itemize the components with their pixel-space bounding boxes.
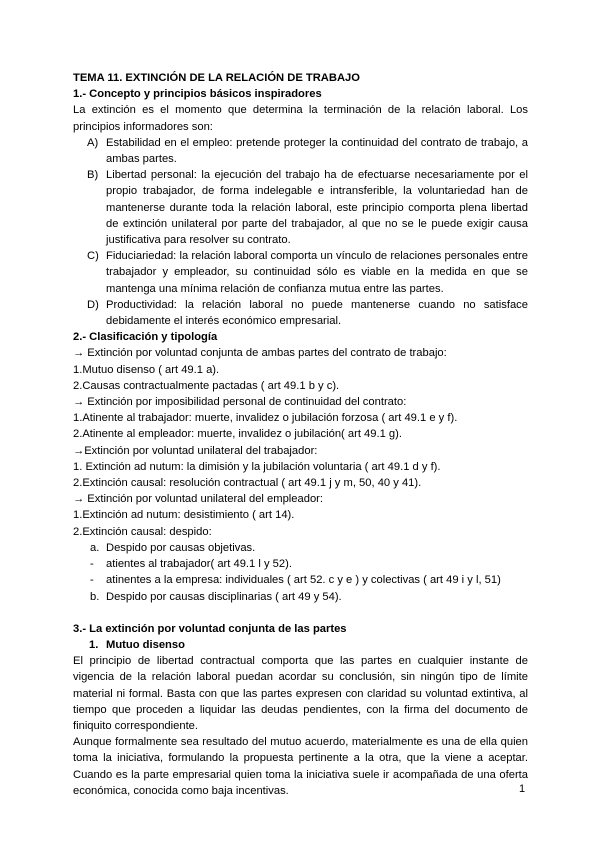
principle-item bbox=[73, 167, 528, 248]
section-gap bbox=[73, 605, 528, 621]
classification-line: 2.Extinción causal: resolución contractual ( art 49.1 j y m, 50, 40 y 41). bbox=[73, 477, 422, 490]
section-3-paragraph: Aunque formalmente sea resultado del mutuo acuerdo, materialmente es una de ella quien toma la iniciativa, formulando la propuesta pertinente a la otra, que la viene a aceptar. Cuando es la parte empresarial quien toma la iniciativa suele ir acompañada de una oferta económica, conocida como baja incentivas. bbox=[73, 736, 528, 797]
subitem-text: atientes al trabajador( art 49.1 l y 52). bbox=[106, 558, 292, 571]
principle-item bbox=[73, 135, 528, 167]
item-marker: A) bbox=[87, 136, 99, 149]
classification-line: 1. Extinción ad nutum: la dimisión y la jubilación voluntaria ( art 49.1 d y f). bbox=[73, 460, 441, 473]
document-title: TEMA 11. EXTINCIÓN DE LA RELACIÓN DE TRABAJO bbox=[73, 72, 360, 84]
subitem-text: atinentes a la empresa: individuales ( art 52. c y e ) y colectivas ( art 49 i y l, 51) bbox=[106, 574, 501, 587]
item-marker: D) bbox=[87, 298, 99, 311]
section-3-heading: 3.- La extinción por voluntad conjunta de las partes bbox=[73, 622, 347, 635]
classification-line: 1.Atinente al trabajador: muerte, invalidez o jubilación forzosa ( art 49.1 e y f). bbox=[73, 412, 458, 425]
section-3-paragraph: El principio de libertad contractual comporta que las partes en cualquier instante de vigencia de la relación laboral puedan acordar su conclusión, sin ningún tipo de límite material ni formal. Basta con que las partes expresen con claridad su voluntad extintiva, al tiempo que proceden a liquidar las deudas pendientes, con la firma del documento de finiquito correspondiente. bbox=[73, 655, 528, 732]
subitem-marker: a. bbox=[90, 541, 100, 554]
item-marker: B) bbox=[87, 169, 99, 182]
item-marker: C) bbox=[87, 250, 99, 263]
subsection-marker: 1. bbox=[89, 638, 99, 651]
classification-line: → Extinción por voluntad unilateral del empleador: bbox=[73, 493, 323, 506]
classification-line: 1.Extinción ad nutum: desistimiento ( art 14). bbox=[73, 509, 295, 522]
section-1-intro: La extinción es el momento que determina la terminación de la relación laboral. Los principios informadores son: bbox=[73, 104, 528, 133]
subsection-title: Mutuo disenso bbox=[106, 638, 185, 651]
subitem-marker: b. bbox=[90, 590, 100, 603]
item-text: Estabilidad en el empleo: pretende proteger la continuidad del contrato de trabajo, a ambas partes. bbox=[106, 136, 528, 166]
dismissal-subitem bbox=[73, 556, 528, 572]
principle-item bbox=[73, 248, 528, 297]
subitem-marker: - bbox=[90, 558, 94, 571]
dismissal-subitem bbox=[73, 589, 528, 605]
dismissal-subitem bbox=[73, 540, 528, 556]
subitem-marker: - bbox=[90, 574, 94, 587]
classification-line: 2.Causas contractualmente pactadas ( art 49.1 b y c). bbox=[73, 379, 340, 392]
classification-line: → Extinción por imposibilidad personal de continuidad del contrato: bbox=[73, 396, 407, 409]
dismissal-subitem bbox=[73, 572, 528, 588]
principle-item bbox=[73, 297, 528, 329]
classification-line: → Extinción por voluntad conjunta de ambas partes del contrato de trabajo: bbox=[73, 347, 447, 360]
section-2-heading: 2.- Clasificación y tipología bbox=[73, 331, 218, 344]
subitem-text: Despido por causas objetivas. bbox=[106, 541, 256, 554]
subitem-text: Despido por causas disciplinarias ( art 49 y 54). bbox=[106, 590, 342, 603]
classification-line: 2.Atinente al empleador: muerte, invalidez o jubilación( art 49.1 g). bbox=[73, 428, 402, 441]
section-1-heading: 1.- Concepto y principios básicos inspiradores bbox=[73, 88, 322, 101]
classification-line: 2.Extinción causal: despido: bbox=[73, 525, 212, 538]
page-number: 1 bbox=[519, 783, 526, 795]
classification-line: →Extinción por voluntad unilateral del trabajador: bbox=[73, 444, 318, 457]
subsection-heading bbox=[73, 637, 528, 653]
classification-line: 1.Mutuo disenso ( art 49.1 a). bbox=[73, 363, 220, 376]
item-text: Fiduciariedad: la relación laboral comporta un vínculo de relaciones personales entre trabajador y empleador, su continuidad sólo es viable en la medida en que se mantenga una mínima relación de confianza mutua entre las partes. bbox=[106, 250, 528, 295]
item-text: Libertad personal: la ejecución del trabajo ha de efectuarse necesariamente por el propio trabajador, de forma indelegable e intransferible, la voluntariedad han de mantenerse durante toda la relación laboral, este principio comporta plena libertad de extinción unilateral por parte del trabajador, al que no se le puede exigir causa justificativa para resolver su contrato. bbox=[106, 169, 528, 247]
document-page bbox=[73, 70, 528, 799]
item-text: Productividad: la relación laboral no puede mantenerse cuando no satisface debidamente el interés económico empresarial. bbox=[106, 298, 528, 328]
